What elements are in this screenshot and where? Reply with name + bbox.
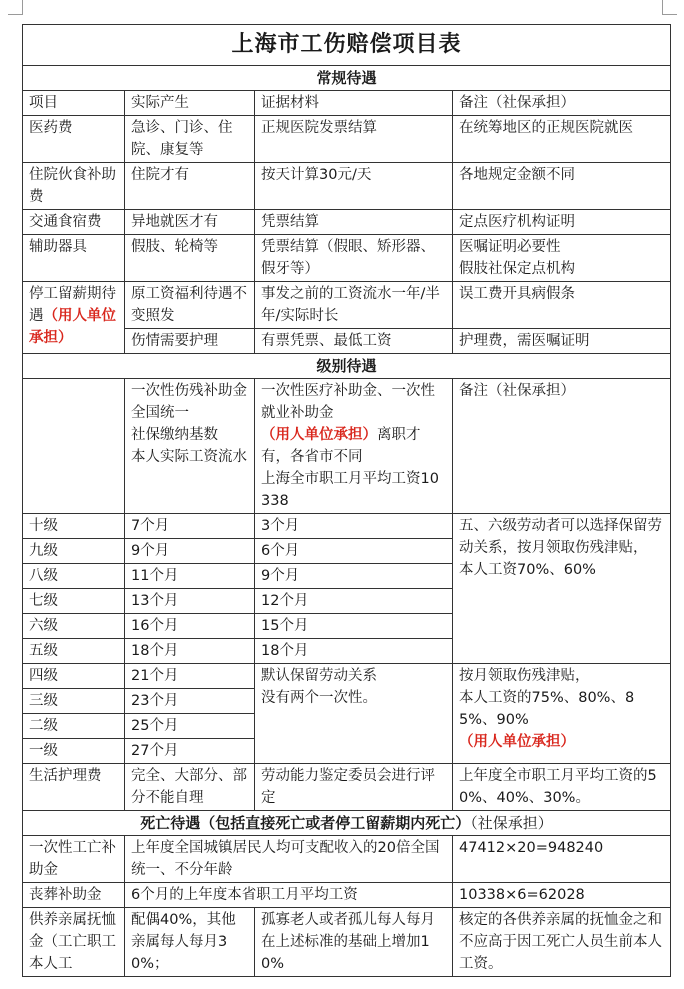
cell: 劳动能力鉴定委员会进行评定 bbox=[255, 764, 453, 811]
item-cell: 辅助器具 bbox=[23, 235, 125, 282]
column-header: 实际产生 bbox=[125, 91, 255, 116]
cell: 假肢、轮椅等 bbox=[125, 235, 255, 282]
cell: 7个月 bbox=[125, 514, 255, 539]
table-row bbox=[23, 163, 671, 210]
note-text: 一次性医疗补助金、一次性就业补助金 bbox=[261, 383, 435, 421]
cell: 15个月 bbox=[255, 614, 453, 639]
cell: 定点医疗机构证明 bbox=[453, 210, 671, 235]
section-heading-grade: 级别待遇 bbox=[23, 354, 671, 379]
note-line: 假肢社保定点机构 bbox=[459, 261, 575, 277]
cell: 凭票结算 bbox=[255, 210, 453, 235]
grade-cell: 九级 bbox=[23, 539, 125, 564]
cell: 配偶40%，其他亲属每人每月30%； bbox=[125, 908, 255, 977]
grade-cell: 五级 bbox=[23, 639, 125, 664]
cell: 异地就医才有 bbox=[125, 210, 255, 235]
note-line: 一次性伤残补助金全国统一 bbox=[131, 383, 247, 421]
cell: 25个月 bbox=[125, 714, 255, 739]
cell: 18个月 bbox=[255, 639, 453, 664]
cell: 正规医院发票结算 bbox=[255, 116, 453, 163]
cell bbox=[255, 379, 453, 514]
note-line: 默认保留劳动关系 bbox=[261, 668, 377, 684]
cell bbox=[125, 379, 255, 514]
cell: 护理费，需医嘱证明 bbox=[453, 329, 671, 354]
table-row bbox=[23, 836, 671, 883]
note-line: 上海全市职工月平均工资10338 bbox=[261, 471, 439, 509]
section-heading-death bbox=[23, 811, 671, 836]
table-row bbox=[23, 282, 671, 329]
page-corner-mark bbox=[662, 0, 677, 15]
table-row bbox=[23, 235, 671, 282]
cell: 事发之前的工资流水一年/半年/实际时长 bbox=[255, 282, 453, 329]
cell bbox=[453, 664, 671, 764]
note-line: 五、六级劳动者可以选择保留劳动关系，按月领取伤残津贴， bbox=[459, 518, 662, 556]
table-header-row bbox=[23, 379, 671, 514]
cell: 3个月 bbox=[255, 514, 453, 539]
page-corner-mark bbox=[8, 0, 23, 15]
cell bbox=[255, 664, 453, 764]
table-row bbox=[23, 883, 671, 908]
section-heading-text: 死亡待遇（包括直接死亡或者停工留薪期内死亡） bbox=[140, 814, 471, 832]
grade-cell: 十级 bbox=[23, 514, 125, 539]
column-header: 项目 bbox=[23, 91, 125, 116]
note-line: 没有两个一次性。 bbox=[261, 690, 377, 706]
item-cell bbox=[23, 282, 125, 354]
grade-cell: 二级 bbox=[23, 714, 125, 739]
table-row bbox=[23, 908, 671, 977]
column-header: 备注（社保承担） bbox=[453, 91, 671, 116]
cell: 16个月 bbox=[125, 614, 255, 639]
section-heading-note: （社保承担） bbox=[470, 814, 553, 832]
item-cell: 供养亲属抚恤金（工亡职工本人工 bbox=[23, 908, 125, 977]
cell: 27个月 bbox=[125, 739, 255, 764]
cell: 10338×6=62028 bbox=[453, 883, 671, 908]
compensation-table bbox=[22, 24, 671, 977]
grade-cell: 六级 bbox=[23, 614, 125, 639]
cell: 凭票结算（假眼、矫形器、假牙等） bbox=[255, 235, 453, 282]
item-cell: 交通食宿费 bbox=[23, 210, 125, 235]
cell bbox=[453, 235, 671, 282]
grade-cell: 八级 bbox=[23, 564, 125, 589]
grade-cell: 三级 bbox=[23, 689, 125, 714]
table-row bbox=[23, 116, 671, 163]
cell: 上年度全市职工月平均工资的50%、40%、30%。 bbox=[453, 764, 671, 811]
cell: 急诊、门诊、住院、康复等 bbox=[125, 116, 255, 163]
note-line: 社保缴纳基数 bbox=[131, 427, 218, 443]
column-header: 备注（社保承担） bbox=[453, 379, 671, 514]
note-line: 本人实际工资流水 bbox=[131, 449, 247, 465]
cell: 6个月的上年度本省职工月平均工资 bbox=[125, 883, 453, 908]
table-row bbox=[23, 764, 671, 811]
cell: 9个月 bbox=[125, 539, 255, 564]
note-text: 离职才有，各省市不同 bbox=[261, 427, 421, 465]
cell: 上年度全国城镇居民人均可支配收入的20倍全国统一、不分年龄 bbox=[125, 836, 453, 883]
table-row bbox=[23, 210, 671, 235]
employer-pays-note: （用人单位承担） bbox=[261, 427, 377, 443]
cell: 完全、大部分、部分不能自理 bbox=[125, 764, 255, 811]
cell: 47412×20=948240 bbox=[453, 836, 671, 883]
note-line: 医嘱证明必要性 bbox=[459, 239, 561, 255]
item-label: 停工留薪期待遇 bbox=[29, 286, 116, 324]
cell: 12个月 bbox=[255, 589, 453, 614]
item-cell: 医药费 bbox=[23, 116, 125, 163]
cell: 原工资福利待遇不变照发 bbox=[125, 282, 255, 329]
cell bbox=[453, 514, 671, 664]
section-heading-regular: 常规待遇 bbox=[23, 66, 671, 91]
cell: 23个月 bbox=[125, 689, 255, 714]
cell: 9个月 bbox=[255, 564, 453, 589]
cell: 11个月 bbox=[125, 564, 255, 589]
column-header: 证据材料 bbox=[255, 91, 453, 116]
employer-pays-note: （用人单位承担） bbox=[29, 308, 116, 346]
cell: 误工费开具病假条 bbox=[453, 282, 671, 329]
cell: 各地规定金额不同 bbox=[453, 163, 671, 210]
cell: 住院才有 bbox=[125, 163, 255, 210]
employer-pays-note: （用人单位承担） bbox=[459, 734, 575, 750]
note-line: 本人工资的75%、80%、85%、90% bbox=[459, 690, 635, 728]
table-row bbox=[23, 514, 671, 539]
grade-cell: 七级 bbox=[23, 589, 125, 614]
item-cell: 住院伙食补助费 bbox=[23, 163, 125, 210]
page-title: 上海市工伤赔偿项目表 bbox=[23, 25, 671, 66]
cell: 有票凭票、最低工资 bbox=[255, 329, 453, 354]
table-header-row bbox=[23, 91, 671, 116]
empty-cell bbox=[23, 379, 125, 514]
grade-cell: 四级 bbox=[23, 664, 125, 689]
cell: 6个月 bbox=[255, 539, 453, 564]
grade-cell: 一级 bbox=[23, 739, 125, 764]
cell: 21个月 bbox=[125, 664, 255, 689]
note-line: 按月领取伤残津贴， bbox=[459, 668, 590, 684]
item-cell: 丧葬补助金 bbox=[23, 883, 125, 908]
cell: 孤寡老人或者孤儿每人每月在上述标准的基础上增加10% bbox=[255, 908, 453, 977]
cell: 18个月 bbox=[125, 639, 255, 664]
item-cell: 生活护理费 bbox=[23, 764, 125, 811]
cell: 13个月 bbox=[125, 589, 255, 614]
note-line: 本人工资70%、60% bbox=[459, 562, 596, 578]
cell: 在统筹地区的正规医院就医 bbox=[453, 116, 671, 163]
cell: 核定的各供养亲属的抚恤金之和不应高于因工死亡人员生前本人工资。 bbox=[453, 908, 671, 977]
item-cell: 一次性工亡补助金 bbox=[23, 836, 125, 883]
table-row bbox=[23, 664, 671, 689]
cell: 伤情需要护理 bbox=[125, 329, 255, 354]
cell: 按天计算30元/天 bbox=[255, 163, 453, 210]
